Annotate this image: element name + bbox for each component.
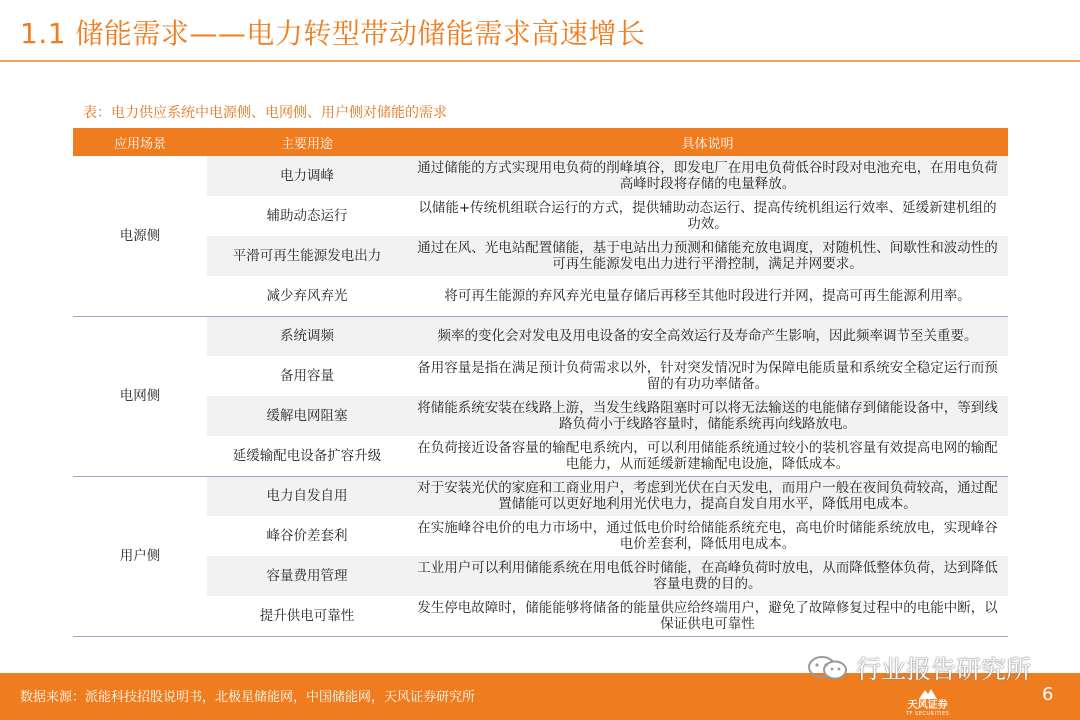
table-row (73, 276, 1008, 316)
use-cell: 峰谷价差套利 (207, 516, 407, 556)
desc-cell: 将可再生能源的弃风弃光电量存储后再移至其他时段进行并网，提高可再生能源利用率。 (407, 276, 1008, 316)
watermark (806, 650, 1031, 686)
desc-cell: 频率的变化会对发电及用电设备的安全高效运行及寿命产生影响，因此频率调节至关重要。 (407, 316, 1008, 356)
desc-cell: 在实施峰谷电价的电力市场中，通过低电价时给储能系统充电，高电价时储能系统放电，实现峰谷电价差套利，降低用电成本。 (407, 516, 1008, 556)
category-cell: 电源侧 (73, 156, 207, 316)
table-row (73, 316, 1008, 356)
tf-logo (906, 686, 949, 717)
page-title: 1.1 储能需求——电力转型带动储能需求高速增长 (20, 17, 646, 50)
desc-cell: 对于安装光伏的家庭和工商业用户，考虑到光伏在白天发电，而用户一般在夜间负荷较高，通过配置储能可以更好地利用光伏电力，提高自发自用水平，降低用电成本。 (407, 476, 1008, 516)
use-cell: 提升供电可靠性 (207, 596, 407, 636)
table-row (73, 196, 1008, 236)
use-cell: 平滑可再生能源发电出力 (207, 236, 407, 276)
use-cell: 电力调峰 (207, 156, 407, 196)
category-cell: 用户侧 (73, 476, 207, 636)
desc-cell: 工业用户可以利用储能系统在用电低谷时储能，在高峰负荷时放电，从而降低整体负荷，达到降低容量电费的目的。 (407, 556, 1008, 596)
desc-cell: 以储能+传统机组联合运行的方式，提供辅助动态运行、提高传统机组运行效率、延缓新建机组的功效。 (407, 196, 1008, 236)
use-cell: 辅助动态运行 (207, 196, 407, 236)
use-cell: 电力自发自用 (207, 476, 407, 516)
header-desc: 具体说明 (407, 128, 1008, 156)
table-row (73, 516, 1008, 556)
logo-name-en: TF SECURITIES (906, 711, 950, 717)
logo-name: 天风证券 (907, 700, 948, 711)
data-source: 数据来源：派能科技招股说明书，北极星储能网，中国储能网，天风证券研究所 (20, 690, 476, 705)
desc-cell: 发生停电故障时，储能能够将储备的能量供应给终端用户，避免了故障修复过程中的电能中断，以保证供电可靠性 (407, 596, 1008, 636)
title-divider (0, 60, 1080, 62)
desc-cell: 通过储能的方式实现用电负荷的削峰填谷，即发电厂在用电负荷低谷时段对电池充电，在用电负荷高峰时段将存储的电量释放。 (407, 156, 1008, 196)
table-row (73, 396, 1008, 436)
table-row (73, 476, 1008, 516)
use-cell: 减少弃风弃光 (207, 276, 407, 316)
table-row (73, 236, 1008, 276)
header-scenario: 应用场景 (73, 128, 207, 156)
tf-logo-icon (917, 686, 939, 700)
page-number: 6 (1042, 684, 1054, 705)
desc-cell: 将储能系统安装在线路上游，当发生线路阻塞时可以将无法输送的电能储存到储能设备中，等到线路负荷小于线路容量时，储能系统再向线路放电。 (407, 396, 1008, 436)
use-cell: 系统调频 (207, 316, 407, 356)
table-header-row (73, 128, 1008, 156)
desc-cell: 备用容量是指在满足预计负荷需求以外，针对突发情况时为保障电能质量和系统安全稳定运行而预留的有功功率储备。 (407, 356, 1008, 396)
use-cell: 容量费用管理 (207, 556, 407, 596)
table-row (73, 156, 1008, 196)
watermark-text: 行业报告研究所 (856, 655, 1032, 684)
header-use: 主要用途 (207, 128, 407, 156)
wechat-icon (806, 655, 850, 681)
table-row (73, 596, 1008, 636)
demand-table (73, 128, 1008, 637)
category-cell: 电网侧 (73, 316, 207, 476)
desc-cell: 在负荷接近设备容量的输配电系统内，可以利用储能系统通过较小的装机容量有效提高电网的输配电能力，从而延缓新建输配电设施，降低成本。 (407, 436, 1008, 476)
table-row (73, 556, 1008, 596)
use-cell: 备用容量 (207, 356, 407, 396)
table-caption: 表：电力供应系统中电源侧、电网侧、用户侧对储能的需求 (83, 105, 447, 121)
table-row (73, 356, 1008, 396)
use-cell: 缓解电网阻塞 (207, 396, 407, 436)
desc-cell: 通过在风、光电站配置储能，基于电站出力预测和储能充放电调度，对随机性、间歇性和波动性的可再生能源发电出力进行平滑控制，满足并网要求。 (407, 236, 1008, 276)
use-cell: 延缓输配电设备扩容升级 (207, 436, 407, 476)
table-row (73, 436, 1008, 476)
